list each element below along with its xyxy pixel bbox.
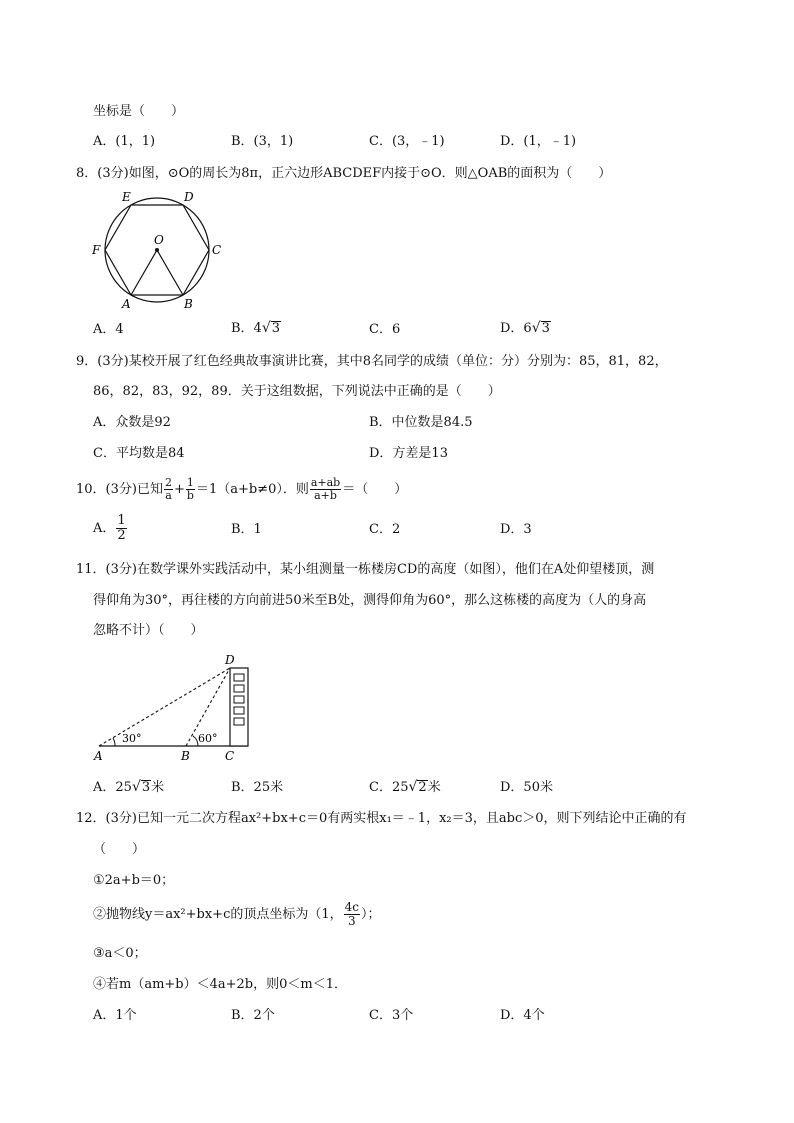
- q12-s2-pre: ②抛物线y＝ax²+bx+c的顶点坐标为（1，: [93, 907, 343, 922]
- q9-points: (3分): [97, 354, 129, 369]
- q8-points: (3分): [97, 166, 129, 181]
- label-o: O: [154, 233, 164, 247]
- q12-option-d: D．4个: [500, 1008, 545, 1023]
- q10-plus: +: [173, 482, 185, 497]
- q12-number: 12．: [76, 811, 106, 826]
- q8-text: 如图，⊙O的周长为8π，正六边形ABCDEF内接于⊙O．则△OAB的面积为（ ）: [128, 166, 612, 181]
- q12-option-a: A．1个: [93, 1008, 137, 1023]
- q7-option-d: D．(1，﹣1): [500, 134, 577, 149]
- building-elevation-figure: [88, 650, 258, 766]
- angle-60-label: 60°: [198, 732, 218, 745]
- q12-vertex-fraction: [344, 901, 360, 928]
- q9-option-a: A．众数是92: [93, 415, 171, 430]
- q10-f3-den: a+b: [314, 489, 337, 502]
- q8-option-b: [231, 319, 281, 338]
- q11-option-a-unit: 米: [151, 780, 165, 795]
- q11-option-a-radicand: 3: [141, 780, 151, 795]
- sqrt-icon: √: [261, 320, 271, 336]
- q10-pre: 已知: [136, 482, 163, 497]
- q12-s2-den: 3: [348, 914, 356, 928]
- q11-option-c-unit: 米: [427, 780, 441, 795]
- q12-statement-1: ①2a+b＝0；: [93, 873, 175, 888]
- q12-statement-2: [93, 900, 381, 930]
- q9-text1: 某校开展了红色经典故事演讲比赛，其中8名同学的成绩（单位：分）分别为：85，81，82，: [128, 354, 668, 369]
- q12-points: (3分): [105, 811, 137, 826]
- center-point: [155, 248, 159, 252]
- q11-text1: 在数学课外实践活动中，某小组测量一栋楼房CD的高度（如图），他们在A处仰望楼顶，测: [136, 562, 655, 577]
- q12-option-c: C．3个: [369, 1008, 414, 1023]
- q10-option-c: C．2: [369, 522, 401, 537]
- q10-fraction-1-over-b: [186, 477, 195, 502]
- q10-f3-num: a+ab: [310, 476, 341, 489]
- sqrt-icon: √: [131, 779, 141, 795]
- q9-number: 9．: [76, 354, 98, 369]
- label-a: A: [94, 749, 103, 763]
- q7-tail: 坐标是（ ）: [93, 104, 185, 119]
- q10-option-d: D．3: [500, 522, 532, 537]
- q12-stem-line1: [76, 810, 687, 828]
- q12-s2-num: 4c: [344, 900, 359, 914]
- label-c: C: [225, 749, 235, 763]
- label-c: C: [212, 243, 222, 257]
- q8-stem: [76, 165, 611, 183]
- q10-post: ＝（ ）: [342, 482, 408, 497]
- q11-number: 11．: [76, 562, 106, 577]
- q8-option-d-prefix: D．6: [500, 321, 532, 336]
- q10-option-a: [93, 514, 128, 544]
- q11-option-d: D．50米: [500, 780, 553, 795]
- q9-option-c: C．平均数是84: [93, 446, 185, 461]
- angle-arc-a: [113, 738, 115, 746]
- q11-option-c-prefix: C．25: [369, 780, 409, 795]
- q11-option-a-prefix: A．25: [93, 780, 132, 795]
- q9-option-b: B．中位数是84.5: [369, 415, 473, 430]
- q8-number: 8．: [76, 166, 98, 181]
- label-e: E: [122, 190, 131, 204]
- q7-option-b: B．(3，1): [231, 134, 294, 149]
- label-d: D: [184, 190, 194, 204]
- q12-statement-4: ④若m（am+b）＜4a+2b，则0＜m＜1．: [93, 977, 347, 992]
- q10-option-a-prefix: A．: [93, 521, 116, 536]
- q9-option-d: D．方差是13: [369, 446, 448, 461]
- q10-points: (3分): [105, 482, 137, 497]
- q11-option-c-radicand: 2: [418, 780, 427, 795]
- label-d: D: [225, 653, 235, 667]
- q8-option-d-radicand: 3: [541, 321, 550, 336]
- q10-opt-a-num: 1: [117, 513, 126, 528]
- q10-f1-num: 2: [164, 476, 172, 489]
- q12-stem-line2: （ ）: [93, 842, 146, 857]
- label-b: B: [181, 749, 190, 763]
- q11-points: (3分): [105, 562, 137, 577]
- q10-fraction-2-over-a: [164, 477, 173, 502]
- q12-s2-post: ）；: [361, 907, 381, 922]
- q10-mid: ＝1（a+b≠0）．则: [195, 482, 309, 497]
- q9-stem-line2: 86，82，83，92，89．关于这组数据，下列说法中正确的是（ ）: [93, 384, 501, 399]
- q7-option-a: A．(1，1): [93, 134, 156, 149]
- q12-option-b: B．2个: [231, 1008, 275, 1023]
- q11-stem-line1: [76, 561, 654, 579]
- angle-30-label: 30°: [122, 732, 142, 745]
- label-f: F: [92, 243, 101, 257]
- q11-stem-line2: 得仰角为30°，再往楼的方向前进50米至B处，测得仰角为60°，那么这栋楼的高度为（人的身高: [93, 593, 647, 608]
- q10-option-b: B．1: [231, 522, 262, 537]
- q8-option-a: A．4: [93, 322, 124, 337]
- q10-fraction-target: [310, 477, 341, 502]
- sqrt-icon: √: [531, 320, 541, 336]
- q10-f2-den: b: [186, 489, 194, 502]
- segment-ob: [157, 250, 183, 295]
- q8-option-d: [500, 319, 551, 338]
- q11-option-c: [369, 778, 441, 797]
- q10-stem: [76, 476, 407, 504]
- q8-option-b-radicand: 3: [271, 321, 281, 336]
- q8-option-c: C．6: [369, 322, 401, 337]
- q10-opt-a-den: 2: [117, 528, 126, 543]
- q10-f1-den: a: [165, 489, 172, 502]
- q7-option-c: C．(3，﹣1): [369, 134, 445, 149]
- segment-oa: [131, 250, 157, 295]
- q11-stem-line3: 忽略不计）（ ）: [93, 623, 204, 638]
- q11-option-b: B．25米: [231, 780, 284, 795]
- q9-stem-line1: [76, 353, 668, 371]
- q10-f2-num: 1: [186, 476, 194, 489]
- q10-option-a-fraction: [116, 514, 126, 543]
- q11-option-a: [93, 778, 164, 797]
- q12-statement-3: ③a＜0；: [93, 946, 147, 961]
- label-a: A: [122, 297, 131, 311]
- q12-text1: 已知一元二次方程ax²+bx+c＝0有两实根x₁＝﹣1，x₂＝3，且abc＞0，则下列结论中正确的有: [136, 811, 687, 826]
- hexagon-circle-figure: [88, 186, 228, 314]
- q10-number: 10．: [76, 482, 106, 497]
- sqrt-icon: √: [408, 779, 418, 795]
- q8-option-b-prefix: B．4: [231, 321, 262, 336]
- label-b: B: [184, 297, 193, 311]
